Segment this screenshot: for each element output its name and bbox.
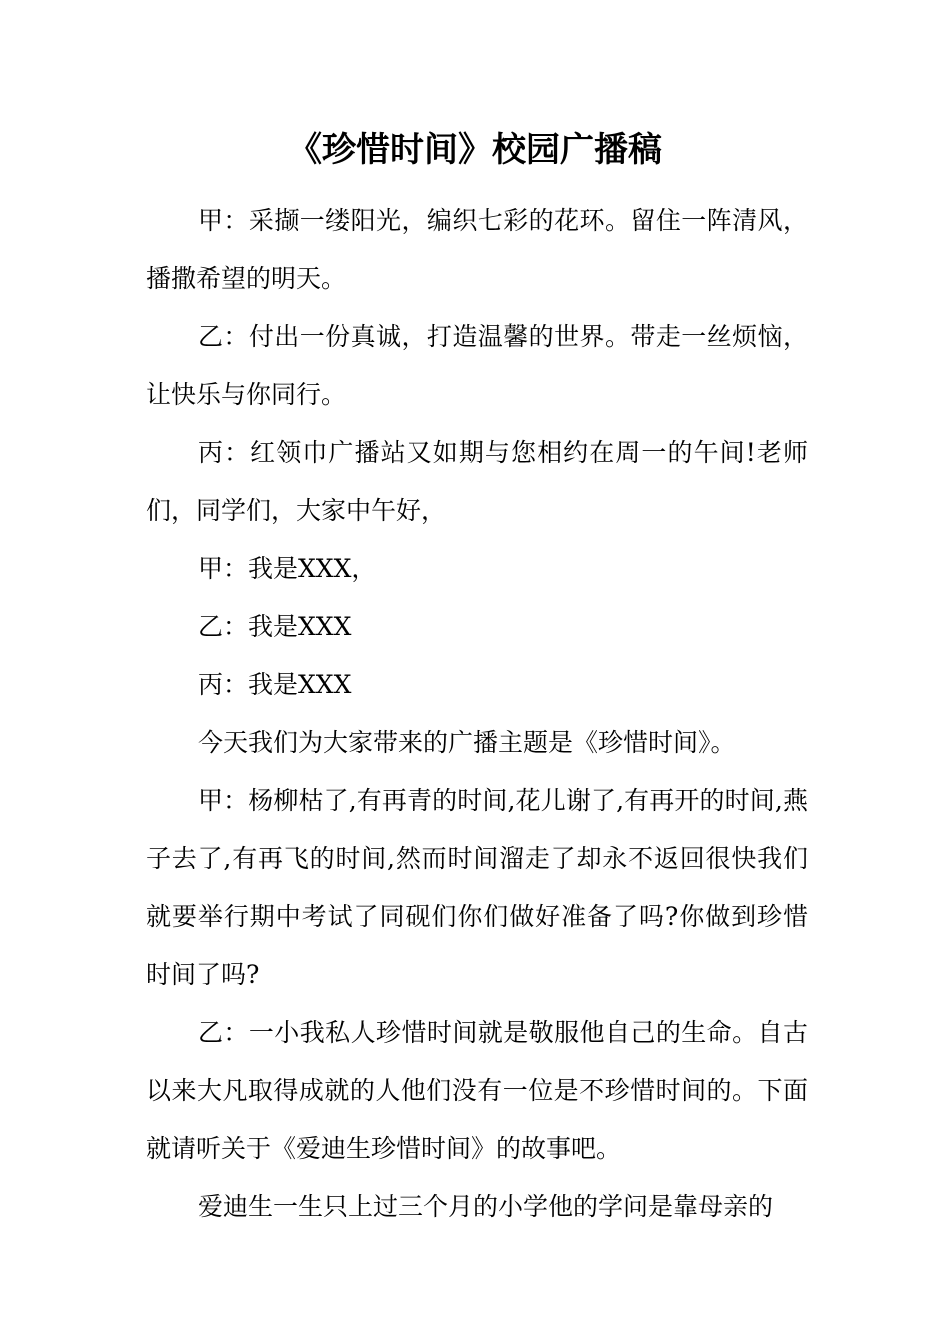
document-title: 《珍惜时间》校园广播稿: [288, 130, 662, 170]
paragraph: 甲：我是XXX，: [198, 554, 377, 583]
paragraph: 丙：我是XXX: [198, 670, 352, 699]
paragraph: 爱迪生一生只上过三个月的小学他的学问是靠母亲的: [198, 1192, 774, 1221]
paragraph: 乙：我是XXX: [198, 612, 352, 641]
paragraph: 甲：杨柳枯了,有再青的时间,花儿谢了,有再开的时间,燕子去了,有再飞的时间,然而时间溜走了却永不返回很快我们就要举行期中考试了同砚们你们做好准备了吗?你做到珍惜时间了吗?: [146, 786, 808, 989]
document-body: [146, 192, 808, 1236]
paragraph: 今天我们为大家带来的广播主题是《珍惜时间》。: [198, 728, 736, 757]
paragraph: 甲：采撷一缕阳光，编织七彩的花环。留住一阵清风，播撒希望的明天。: [146, 206, 808, 293]
paragraph: 乙：一小我私人珍惜时间就是敬服他自己的生命。自古以来大凡取得成就的人他们没有一位是不珍惜时间的。下面就请听关于《爱迪生珍惜时间》的故事吧。: [146, 1018, 808, 1163]
paragraph: 乙：付出一份真诚，打造温馨的世界。带走一丝烦恼，让快乐与你同行。: [146, 322, 808, 409]
paragraph: 丙：红领巾广播站又如期与您相约在周一的午间!老师们，同学们，大家中午好，: [146, 438, 808, 525]
